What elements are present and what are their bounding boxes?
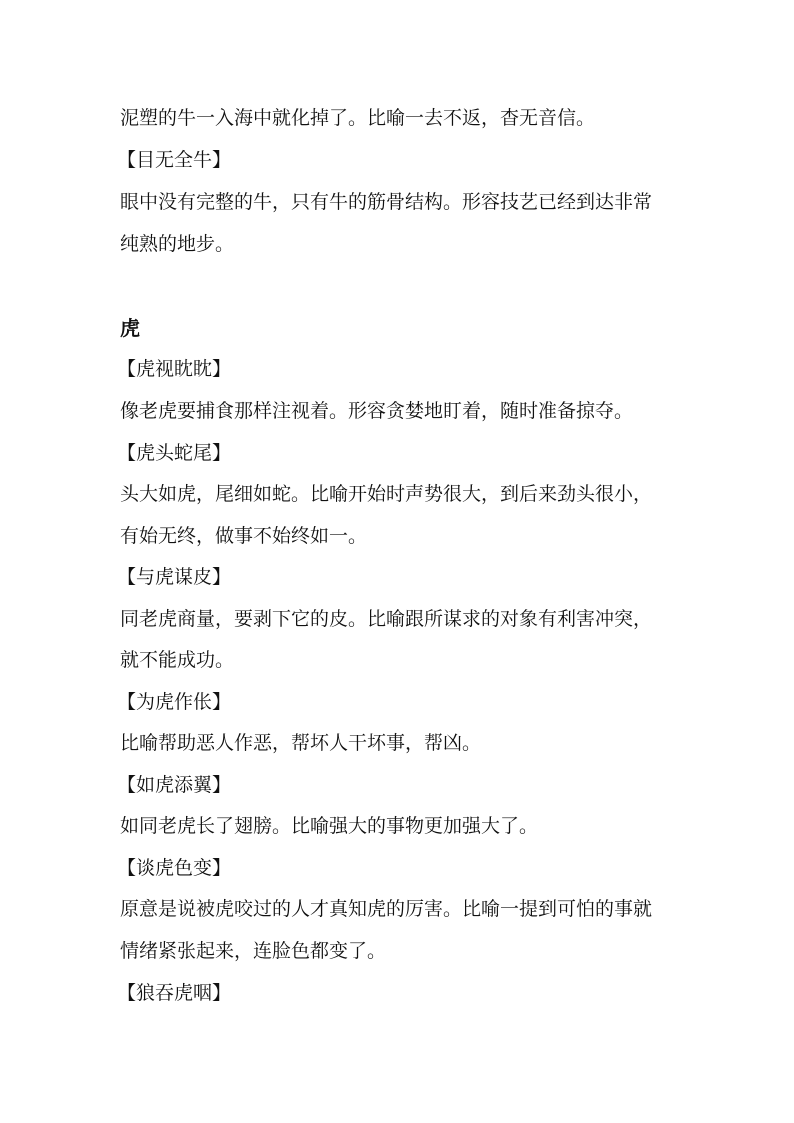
idiom-term: 【虎头蛇尾】 <box>117 442 232 464</box>
section-heading: 虎 <box>120 316 140 340</box>
definition-text: 同老虎商量，要剥下它的皮。比喻跟所谋求的对象有利害冲突， <box>120 608 653 630</box>
idiom-term: 【目无全牛】 <box>117 149 232 171</box>
definition-text: 有始无终，做事不始终如一。 <box>120 525 368 547</box>
definition-text: 比喻帮助恶人作恶，帮坏人干坏事，帮凶。 <box>120 732 482 754</box>
definition-text: 眼中没有完整的牛，只有牛的筋骨结构。形容技艺已经到达非常 <box>120 191 653 213</box>
idiom-term: 【虎视眈眈】 <box>117 358 232 380</box>
idiom-term: 【与虎谋皮】 <box>117 566 232 588</box>
definition-text: 像老虎要捕食那样注视着。形容贪婪地盯着，随时准备掠夺。 <box>120 400 634 422</box>
idiom-term: 【为虎作伥】 <box>117 691 232 713</box>
definition-text: 头大如虎，尾细如蛇。比喻开始时声势很大，到后来劲头很小， <box>120 483 653 505</box>
definition-text: 原意是说被虎咬过的人才真知虎的厉害。比喻一提到可怕的事就 <box>120 898 653 920</box>
idiom-term: 【狼吞虎咽】 <box>117 982 232 1004</box>
definition-text: 就不能成功。 <box>120 649 235 671</box>
definition-text: 情绪紧张起来，连脸色都变了。 <box>120 940 387 962</box>
definition-text: 如同老虎长了翅膀。比喻强大的事物更加强大了。 <box>120 815 539 837</box>
definition-text: 泥塑的牛一入海中就化掉了。比喻一去不返，杳无音信。 <box>120 107 596 129</box>
definition-text: 纯熟的地步。 <box>120 233 235 255</box>
idiom-term: 【如虎添翼】 <box>117 774 232 796</box>
idiom-term: 【谈虎色变】 <box>117 857 232 879</box>
